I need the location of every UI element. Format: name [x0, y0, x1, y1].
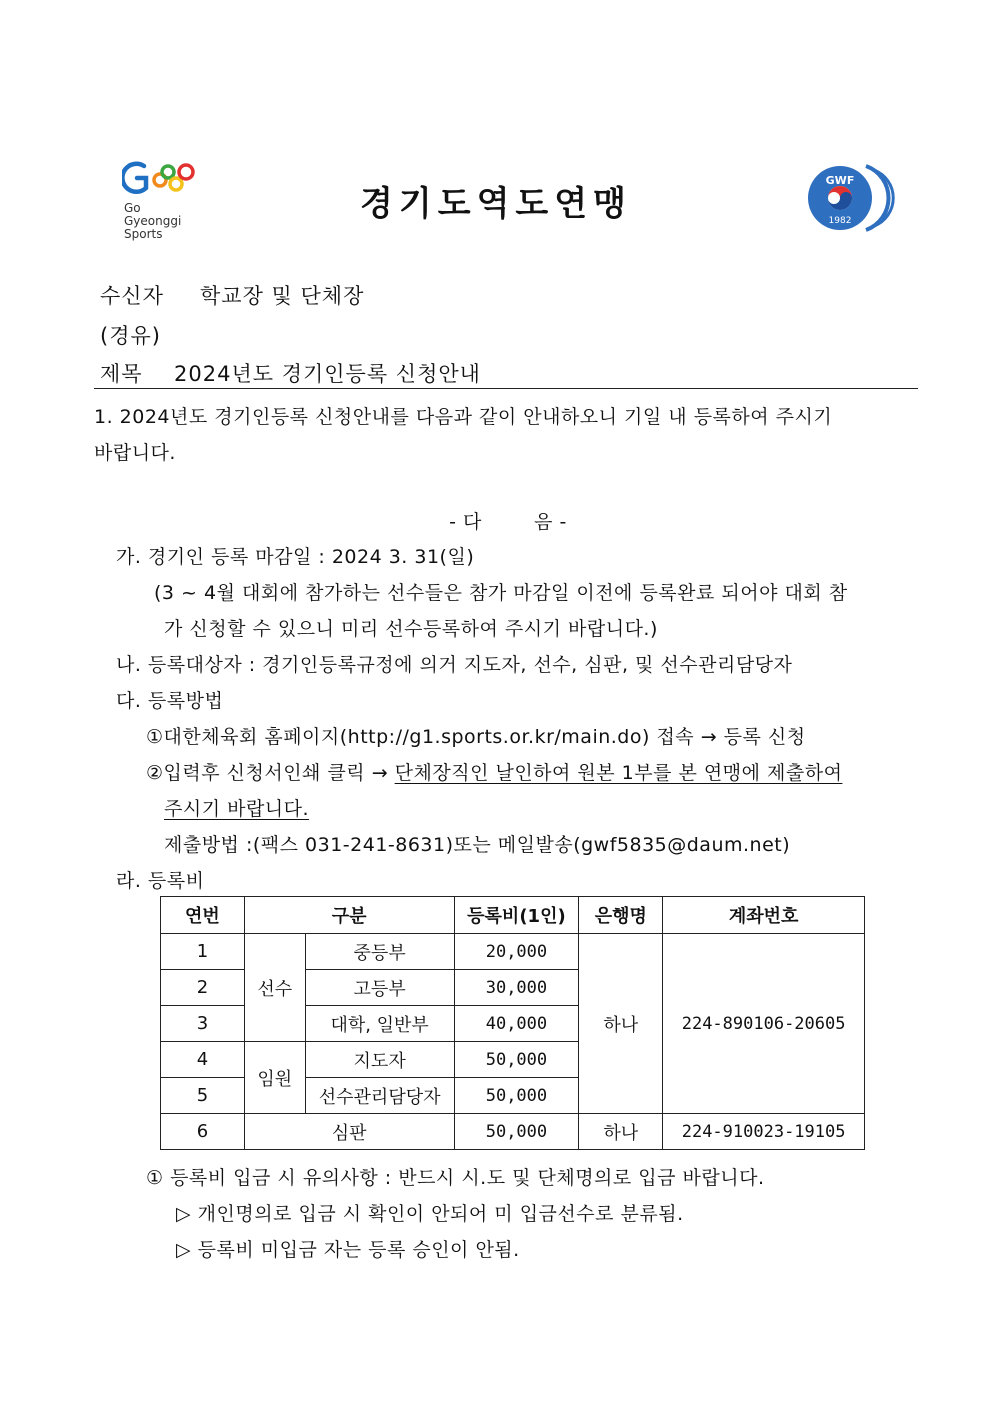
row-category: 대학, 일반부 [305, 1006, 454, 1042]
gwf-emblem-icon [806, 162, 902, 234]
step-2-text: ②입력후 신청서인쇄 클릭 → [146, 762, 395, 784]
item-ra: 라. 등록비 [116, 870, 205, 892]
subject-divider [94, 388, 918, 389]
subject-label: 제목 [100, 362, 143, 386]
bank-main: 하나 [579, 934, 663, 1114]
logo-text-sports: Sports [124, 227, 163, 241]
recipient-label: 수신자 [100, 284, 164, 308]
da-eum-heading: - 다 음 - [449, 511, 567, 533]
table-row [161, 934, 865, 970]
step-1: ①대한체육회 홈페이지(http://g1.sports.or.kr/main.do) 접속 → 등록 신청 [146, 726, 806, 748]
header-account: 계좌번호 [663, 897, 865, 934]
row-no: 6 [161, 1114, 245, 1150]
note-3: ▷ 등록비 미입금 자는 등록 승인이 안됨. [176, 1239, 520, 1261]
row-fee: 20,000 [454, 934, 579, 970]
item-ga-note-2: 가 신청할 수 있으니 미리 선수등록하여 주시기 바랍니다.) [164, 618, 658, 640]
step-2-underlined: 단체장직인 날인하여 원본 1부를 본 연맹에 제출하여 [394, 762, 843, 784]
subject-value: 2024년도 경기인등록 신청안내 [174, 362, 481, 386]
row-no: 4 [161, 1042, 245, 1078]
row-no: 5 [161, 1078, 245, 1114]
recipient-line [100, 280, 364, 310]
row-fee: 50,000 [454, 1114, 579, 1150]
header-bank: 은행명 [579, 897, 663, 934]
header-category: 구분 [244, 897, 454, 934]
submit-method: 제출방법 :(팩스 031-241-8631)또는 메일발송(gwf5835@daum.net) [164, 834, 791, 856]
via-line: (경유) [100, 324, 161, 348]
row-fee: 50,000 [454, 1078, 579, 1114]
group-staff: 임원 [244, 1042, 305, 1114]
row-category: 선수관리담당자 [305, 1078, 454, 1114]
row-category: 심판 [244, 1114, 454, 1150]
row-category: 중등부 [305, 934, 454, 970]
header-fee: 등록비(1인) [454, 897, 579, 934]
row-bank: 하나 [579, 1114, 663, 1150]
table-header-row [161, 897, 865, 934]
item-ga-note-1: (3 ~ 4월 대회에 참가하는 선수들은 참가 마감일 이전에 등록완료 되어야 대회 참 [154, 582, 848, 604]
account-main: 224-890106-20605 [663, 934, 865, 1114]
row-category: 고등부 [305, 970, 454, 1006]
recipient-value: 학교장 및 단체장 [200, 284, 365, 308]
note-2: ▷ 개인명의로 입금 시 확인이 안되어 미 입금선수로 분류됨. [176, 1203, 684, 1225]
row-fee: 40,000 [454, 1006, 579, 1042]
logo-text-gyeonggi: Gyeonggi [124, 214, 182, 228]
group-player: 선수 [244, 934, 305, 1042]
row-account: 224-910023-19105 [663, 1114, 865, 1150]
row-fee: 30,000 [454, 970, 579, 1006]
page-title: 경기도역도연맹 [360, 184, 632, 224]
table-row-referee [161, 1114, 865, 1150]
gwf-logo-year: 1982 [828, 216, 852, 226]
header-no: 연번 [161, 897, 245, 934]
subject-line [100, 358, 481, 388]
row-no: 3 [161, 1006, 245, 1042]
item-ga: 가. 경기인 등록 마감일 : 2024 3. 31(일) [116, 546, 475, 568]
gwf-logo-text: GWF [825, 174, 855, 187]
note-1: ① 등록비 입금 시 유의사항 : 반드시 시.도 및 단체명의로 입금 바랍니다. [146, 1167, 765, 1189]
row-no: 1 [161, 934, 245, 970]
gwf-logo [806, 162, 902, 234]
item-da: 다. 등록방법 [116, 690, 224, 712]
row-category: 지도자 [305, 1042, 454, 1078]
item-na: 나. 등록대상자 : 경기인등록규정에 의거 지도자, 선수, 심판, 및 선수관리담당자 [116, 654, 793, 676]
paragraph-1-line-1: 1. 2024년도 경기인등록 신청안내를 다음과 같이 안내하오니 기일 내 등록하여 주시기 [94, 406, 833, 428]
fee-table [160, 896, 865, 1150]
row-fee: 50,000 [454, 1042, 579, 1078]
step-2-continued: 주시기 바랍니다. [164, 798, 310, 820]
paragraph-1-line-2: 바랍니다. [94, 442, 176, 464]
step-2 [146, 758, 842, 785]
logo-text-go: Go [124, 201, 141, 215]
row-no: 2 [161, 970, 245, 1006]
